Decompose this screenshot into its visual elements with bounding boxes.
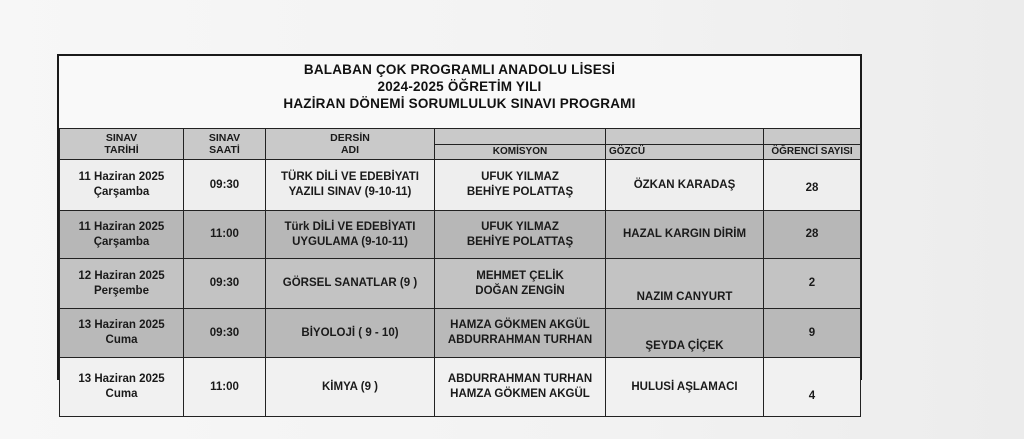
- proctor-cell: HULUSİ AŞLAMACI: [606, 358, 764, 417]
- table-row: [60, 211, 861, 259]
- proctor-cell: NAZIM CANYURT: [606, 259, 764, 309]
- document-title: [59, 56, 860, 128]
- proctor-cell: ŞEYDA ÇİÇEK: [606, 309, 764, 358]
- exam-time-cell: 09:30: [184, 160, 266, 211]
- academic-year: 2024-2025 ÖĞRETİM YILI: [377, 79, 542, 94]
- student-count-cell: 2: [764, 259, 861, 309]
- course-name-cell: KİMYA (9 ): [266, 358, 435, 417]
- header-student-count: ÖĞRENCİ SAYISI: [764, 129, 861, 160]
- commission-cell: MEHMET ÇELİK DOĞAN ZENGİN: [435, 259, 606, 309]
- student-count-cell: 9: [764, 309, 861, 358]
- course-name-cell: GÖRSEL SANATLAR (9 ): [266, 259, 435, 309]
- student-count-cell: 28: [764, 160, 861, 211]
- exam-date-cell: 13 Haziran 2025 Cuma: [60, 358, 184, 417]
- exam-time-cell: 11:00: [184, 211, 266, 259]
- course-name-cell: TÜRK DİLİ VE EDEBİYATI YAZILI SINAV (9-10-11): [266, 160, 435, 211]
- exam-time-cell: 11:00: [184, 358, 266, 417]
- proctor-cell: HAZAL KARGIN DİRİM: [606, 211, 764, 259]
- exam-date-cell: 12 Haziran 2025 Perşembe: [60, 259, 184, 309]
- course-name-cell: Türk DİLİ VE EDEBİYATI UYGULAMA (9-10-11): [266, 211, 435, 259]
- exam-schedule-document: [57, 54, 862, 402]
- header-commission: KOMİSYON: [435, 129, 606, 160]
- table-row: [60, 358, 861, 417]
- table-row: [60, 259, 861, 309]
- commission-cell: ABDURRAHMAN TURHAN HAMZA GÖKMEN AKGÜL: [435, 358, 606, 417]
- table-row: [60, 309, 861, 358]
- exam-schedule-table: [59, 128, 861, 417]
- proctor-cell: ÖZKAN KARADAŞ: [606, 160, 764, 211]
- table-row: [60, 160, 861, 211]
- commission-cell: UFUK YILMAZ BEHİYE POLATTAŞ: [435, 160, 606, 211]
- course-name-cell: BİYOLOJİ ( 9 - 10): [266, 309, 435, 358]
- header-course-name: DERSİN ADI: [266, 129, 435, 160]
- exam-time-cell: 09:30: [184, 309, 266, 358]
- exam-date-cell: 13 Haziran 2025 Cuma: [60, 309, 184, 358]
- commission-cell: HAMZA GÖKMEN AKGÜL ABDURRAHMAN TURHAN: [435, 309, 606, 358]
- schedule-title: HAZİRAN DÖNEMİ SORUMLULUK SINAVI PROGRAMI: [283, 96, 636, 111]
- exam-time-cell: 09:30: [184, 259, 266, 309]
- header-exam-date: SINAV TARİHİ: [60, 129, 184, 160]
- exam-date-cell: 11 Haziran 2025 Çarşamba: [60, 160, 184, 211]
- header-exam-time: SINAV SAATİ: [184, 129, 266, 160]
- exam-date-cell: 11 Haziran 2025 Çarşamba: [60, 211, 184, 259]
- student-count-cell: 28: [764, 211, 861, 259]
- student-count-cell: 4: [764, 358, 861, 417]
- commission-cell: UFUK YILMAZ BEHİYE POLATTAŞ: [435, 211, 606, 259]
- table-header-row: [60, 129, 861, 160]
- header-proctor: GÖZCÜ: [606, 129, 764, 160]
- school-name: BALABAN ÇOK PROGRAMLI ANADOLU LİSESİ: [303, 62, 616, 77]
